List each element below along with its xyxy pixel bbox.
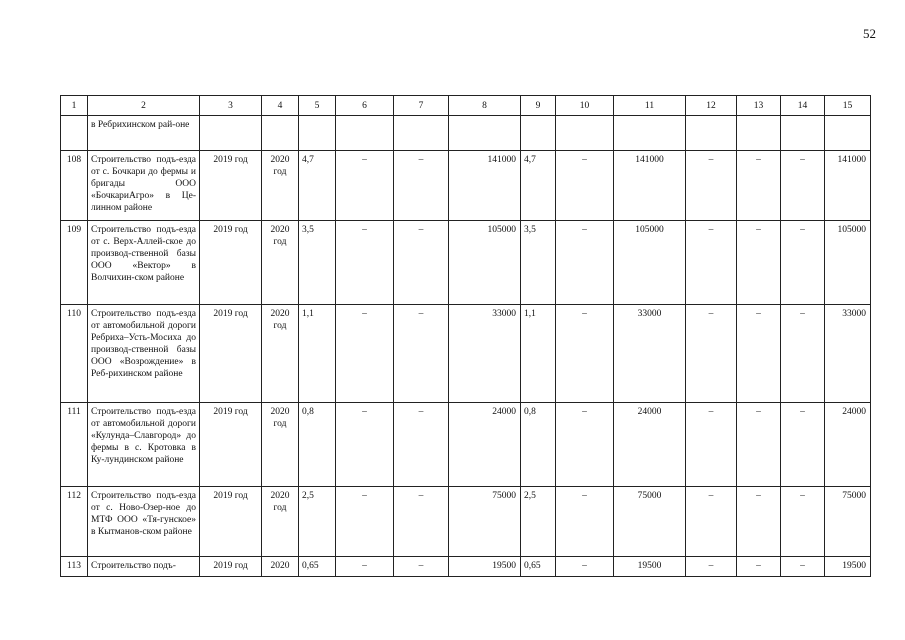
value-cell: –	[781, 403, 825, 487]
object-name-cell: в Ребрихинском рай-оне	[88, 116, 200, 151]
value-cell: 1,1	[521, 305, 556, 403]
value-cell: 24000	[614, 403, 686, 487]
value-cell: 24000	[825, 403, 871, 487]
value-cell: –	[556, 305, 614, 403]
value-cell: 4,7	[521, 151, 556, 221]
value-cell	[737, 116, 781, 151]
value-cell: –	[781, 305, 825, 403]
table-row	[61, 403, 871, 487]
value-cell: 2,5	[299, 487, 336, 557]
value-cell: –	[394, 221, 449, 305]
value-cell: –	[394, 151, 449, 221]
value-cell: 19500	[825, 557, 871, 577]
value-cell: 141000	[825, 151, 871, 221]
column-header: 9	[521, 96, 556, 116]
value-cell: –	[737, 403, 781, 487]
column-header: 13	[737, 96, 781, 116]
column-header: 14	[781, 96, 825, 116]
start-year-cell: 2019 год	[200, 305, 262, 403]
column-header: 1	[61, 96, 88, 116]
value-cell	[781, 116, 825, 151]
value-cell: –	[394, 557, 449, 577]
value-cell: 33000	[614, 305, 686, 403]
page-number: 52	[863, 26, 876, 41]
value-cell: –	[686, 305, 737, 403]
value-cell: 33000	[449, 305, 521, 403]
end-year-cell: 2020 год	[262, 151, 299, 221]
value-cell: 24000	[449, 403, 521, 487]
value-cell: –	[686, 557, 737, 577]
value-cell: –	[737, 557, 781, 577]
column-header: 5	[299, 96, 336, 116]
value-cell: 105000	[825, 221, 871, 305]
table-row	[61, 151, 871, 221]
value-cell: 4,7	[299, 151, 336, 221]
column-header: 8	[449, 96, 521, 116]
header-row	[61, 96, 871, 116]
start-year-cell: 2019 год	[200, 403, 262, 487]
value-cell: 0,8	[299, 403, 336, 487]
start-year-cell: 2019 год	[200, 487, 262, 557]
value-cell: 33000	[825, 305, 871, 403]
row-number-cell: 113	[61, 557, 88, 577]
value-cell: 19500	[614, 557, 686, 577]
value-cell: –	[336, 151, 394, 221]
start-year-cell	[200, 116, 262, 151]
column-header: 10	[556, 96, 614, 116]
value-cell: –	[686, 487, 737, 557]
table-row	[61, 116, 871, 151]
value-cell	[686, 116, 737, 151]
table-row	[61, 305, 871, 403]
value-cell: –	[737, 487, 781, 557]
value-cell: –	[556, 487, 614, 557]
value-cell: –	[556, 403, 614, 487]
row-number-cell	[61, 116, 88, 151]
value-cell: 75000	[825, 487, 871, 557]
value-cell: 75000	[449, 487, 521, 557]
value-cell: –	[336, 403, 394, 487]
value-cell: –	[737, 221, 781, 305]
column-header: 6	[336, 96, 394, 116]
table-body	[61, 116, 871, 577]
value-cell	[299, 116, 336, 151]
data-table	[60, 95, 871, 577]
value-cell: 19500	[449, 557, 521, 577]
start-year-cell: 2019 год	[200, 151, 262, 221]
value-cell	[614, 116, 686, 151]
value-cell: 105000	[614, 221, 686, 305]
column-header: 3	[200, 96, 262, 116]
value-cell: 105000	[449, 221, 521, 305]
value-cell: 3,5	[299, 221, 336, 305]
value-cell: –	[686, 221, 737, 305]
value-cell: –	[781, 557, 825, 577]
value-cell	[394, 116, 449, 151]
value-cell	[825, 116, 871, 151]
value-cell	[521, 116, 556, 151]
object-name-cell: Строительство подъ-езда от с. Ново-Озер-ное до МТФ ООО «Тя-гунское» в Кытманов-ском районе	[88, 487, 200, 557]
value-cell: –	[336, 305, 394, 403]
value-cell: 75000	[614, 487, 686, 557]
column-header: 4	[262, 96, 299, 116]
column-header: 11	[614, 96, 686, 116]
column-header: 15	[825, 96, 871, 116]
value-cell: 2,5	[521, 487, 556, 557]
row-number-cell: 110	[61, 305, 88, 403]
value-cell: –	[686, 403, 737, 487]
table-row	[61, 557, 871, 577]
value-cell: –	[394, 403, 449, 487]
value-cell: 0,65	[299, 557, 336, 577]
value-cell: 141000	[614, 151, 686, 221]
value-cell: 0,65	[521, 557, 556, 577]
value-cell	[336, 116, 394, 151]
value-cell: 1,1	[299, 305, 336, 403]
value-cell	[556, 116, 614, 151]
end-year-cell: 2020 год	[262, 403, 299, 487]
row-number-cell: 111	[61, 403, 88, 487]
end-year-cell: 2020 год	[262, 305, 299, 403]
object-name-cell: Строительство подъ-езда от с. Бочкари до фермы и бригады ООО «БочкариАгро» в Це-линном районе	[88, 151, 200, 221]
value-cell: –	[336, 221, 394, 305]
row-number-cell: 109	[61, 221, 88, 305]
row-number-cell: 108	[61, 151, 88, 221]
value-cell: –	[556, 221, 614, 305]
end-year-cell: 2020 год	[262, 487, 299, 557]
value-cell: 0,8	[521, 403, 556, 487]
value-cell: –	[686, 151, 737, 221]
object-name-cell: Строительство подъ-езда от автомобильной дороги «Кулунда–Славгород» до фермы в с. Кротовка в Ку-лундинском районе	[88, 403, 200, 487]
object-name-cell: Строительство подъ-езда от автомобильной дороги Ребриха–Усть-Мосиха до производ-ственной базы ООО «Возрождение» в Реб-рихинском районе	[88, 305, 200, 403]
table-header	[61, 96, 871, 116]
table-row	[61, 221, 871, 305]
value-cell: –	[556, 151, 614, 221]
value-cell: –	[556, 557, 614, 577]
value-cell: –	[737, 151, 781, 221]
value-cell: 141000	[449, 151, 521, 221]
value-cell: 3,5	[521, 221, 556, 305]
value-cell: –	[781, 487, 825, 557]
end-year-cell: 2020	[262, 557, 299, 577]
column-header: 2	[88, 96, 200, 116]
start-year-cell: 2019 год	[200, 557, 262, 577]
value-cell: –	[394, 305, 449, 403]
value-cell: –	[781, 151, 825, 221]
row-number-cell: 112	[61, 487, 88, 557]
object-name-cell: Строительство подъ-езда от с. Верх-Аллей-ское до производ-ственной базы ООО «Вектор» в Волчихин-ском районе	[88, 221, 200, 305]
value-cell: –	[336, 487, 394, 557]
value-cell: –	[336, 557, 394, 577]
end-year-cell	[262, 116, 299, 151]
value-cell: –	[781, 221, 825, 305]
table-row	[61, 487, 871, 557]
column-header: 12	[686, 96, 737, 116]
object-name-cell: Строительство подъ-	[88, 557, 200, 577]
column-header: 7	[394, 96, 449, 116]
end-year-cell: 2020 год	[262, 221, 299, 305]
start-year-cell: 2019 год	[200, 221, 262, 305]
value-cell: –	[394, 487, 449, 557]
value-cell: –	[737, 305, 781, 403]
value-cell	[449, 116, 521, 151]
